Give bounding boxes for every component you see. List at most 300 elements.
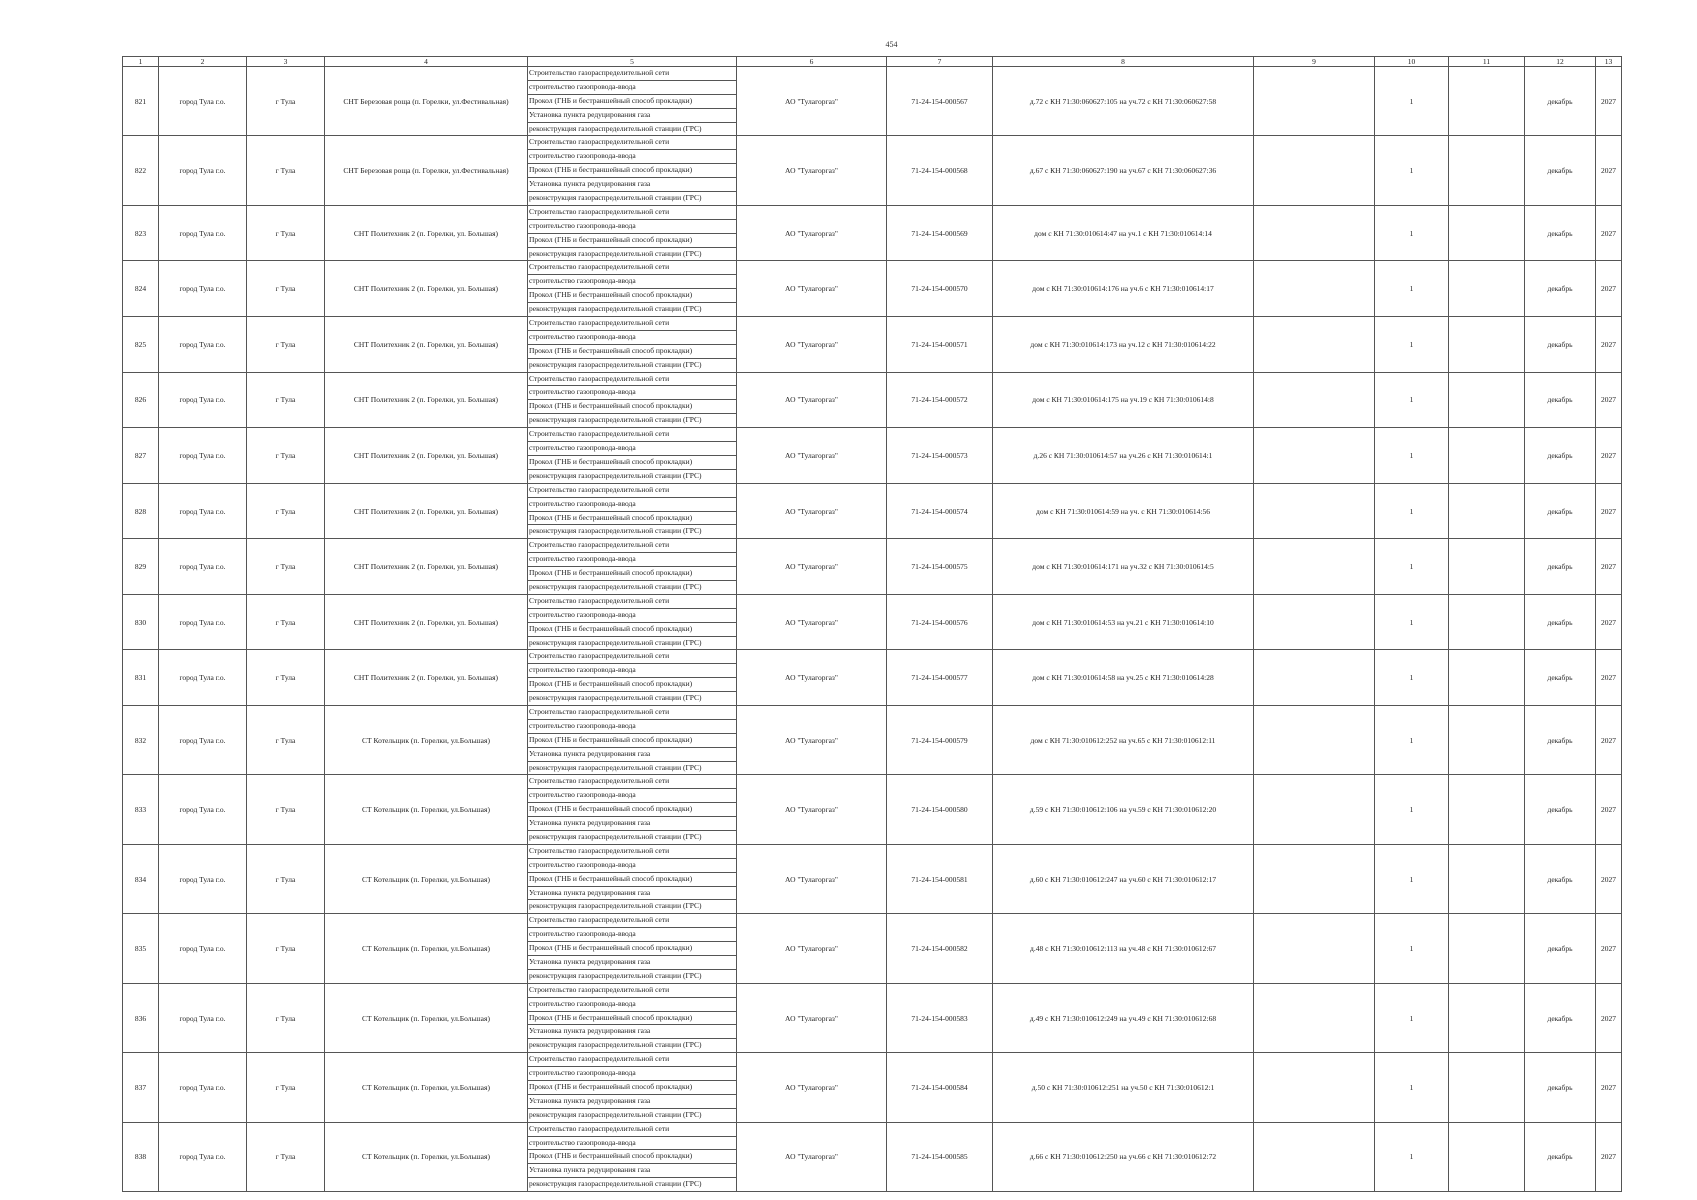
column-header: 5 [528,57,737,67]
table-header-row [123,57,1622,67]
organization-cell: АО "Тулагоргаз" [737,983,887,1052]
col9-cell [1254,136,1375,205]
works-cell [528,136,737,205]
col11-cell [1449,136,1525,205]
organization-cell: АО "Тулагоргаз" [737,372,887,428]
row-number: 836 [123,983,159,1052]
object-cell: СНТ Политехник 2 (п. Горелки, ул. Большая) [325,261,528,317]
address-cell: д.48 с КН 71:30:010612:113 на уч.48 с КН 71:30:010612:67 [993,914,1254,983]
year-cell: 2027 [1596,983,1622,1052]
table-row [123,650,1622,706]
quantity-cell: 1 [1375,483,1449,539]
col11-cell [1449,844,1525,913]
row-number: 833 [123,775,159,844]
district-cell: город Тула г.о. [159,136,247,205]
work-line: реконструкция газораспределительной станции (ГРС) [529,123,702,133]
address-cell: дом с КН 71:30:010614:171 на уч.32 с КН 71:30:010614:5 [993,539,1254,595]
column-header: 8 [993,57,1254,67]
col11-cell [1449,317,1525,373]
address-cell: дом с КН 71:30:010614:47 на уч.1 с КН 71:30:010614:14 [993,205,1254,261]
row-number: 825 [123,317,159,373]
table-row [123,594,1622,650]
quantity-cell: 1 [1375,775,1449,844]
district-cell: город Тула г.о. [159,983,247,1052]
application-code-cell: 71-24-154-000573 [887,428,993,484]
col11-cell [1449,1053,1525,1122]
works-cell [528,983,737,1052]
work-line: Прокол (ГНБ и бестраншейный способ прокладки) [528,567,736,581]
work-line: строительство газопровода-ввода [528,150,736,164]
year-cell: 2027 [1596,317,1622,373]
object-cell: СТ Котельщик (п. Горелки, ул.Большая) [325,1122,528,1191]
settlement-cell: г Тула [247,205,325,261]
work-line: Прокол (ГНБ и бестраншейный способ прокладки) [528,164,736,178]
col11-cell [1449,775,1525,844]
table-row [123,983,1622,1052]
object-cell: СНТ Политехник 2 (п. Горелки, ул. Большая) [325,205,528,261]
object-cell: СТ Котельщик (п. Горелки, ул.Большая) [325,983,528,1052]
quantity-cell: 1 [1375,205,1449,261]
col9-cell [1254,261,1375,317]
table-row [123,705,1622,774]
work-line: Строительство газораспределительной сети [528,914,736,928]
application-code-cell: 71-24-154-000585 [887,1122,993,1191]
object-cell: СНТ Политехник 2 (п. Горелки, ул. Большая) [325,428,528,484]
year-cell: 2027 [1596,372,1622,428]
month-cell: декабрь [1525,594,1596,650]
year-cell: 2027 [1596,483,1622,539]
organization-cell: АО "Тулагоргаз" [737,914,887,983]
row-number: 834 [123,844,159,913]
col11-cell [1449,594,1525,650]
work-line: Установка пункта редуцирования газа [528,1095,736,1109]
application-code-cell: 71-24-154-000574 [887,483,993,539]
application-code-cell: 71-24-154-000576 [887,594,993,650]
row-number: 823 [123,205,159,261]
works-cell [528,1122,737,1191]
col11-cell [1449,67,1525,136]
organization-cell: АО "Тулагоргаз" [737,317,887,373]
work-line: реконструкция газораспределительной станции (ГРС) [529,901,702,911]
address-cell: д.60 с КН 71:30:010612:247 на уч.60 с КН 71:30:010612:17 [993,844,1254,913]
work-line: Строительство газораспределительной сети [528,539,736,553]
district-cell: город Тула г.о. [159,1053,247,1122]
work-line: строительство газопровода-ввода [528,1067,736,1081]
work-line: Установка пункта редуцирования газа [528,748,736,762]
organization-cell: АО "Тулагоргаз" [737,136,887,205]
object-cell: СТ Котельщик (п. Горелки, ул.Большая) [325,775,528,844]
work-line: Прокол (ГНБ и бестраншейный способ прокладки) [528,400,736,414]
month-cell: декабрь [1525,775,1596,844]
year-cell: 2027 [1596,1053,1622,1122]
quantity-cell: 1 [1375,317,1449,373]
quantity-cell: 1 [1375,428,1449,484]
application-code-cell: 71-24-154-000572 [887,372,993,428]
object-cell: СНТ Политехник 2 (п. Горелки, ул. Большая) [325,483,528,539]
work-line: строительство газопровода-ввода [528,928,736,942]
row-number: 826 [123,372,159,428]
col11-cell [1449,261,1525,317]
work-line: Прокол (ГНБ и бестраншейный способ прокладки) [528,942,736,956]
table-row [123,1122,1622,1191]
works-cell [528,914,737,983]
row-number: 831 [123,650,159,706]
settlement-cell: г Тула [247,67,325,136]
application-code-cell: 71-24-154-000569 [887,205,993,261]
column-header: 2 [159,57,247,67]
works-cell [528,650,737,706]
work-line: Строительство газораспределительной сети [528,1053,736,1067]
col9-cell [1254,539,1375,595]
work-line: строительство газопровода-ввода [528,331,736,345]
work-line: реконструкция газораспределительной станции (ГРС) [529,193,702,203]
col9-cell [1254,372,1375,428]
work-line: Прокол (ГНБ и бестраншейный способ прокладки) [528,873,736,887]
works-cell [528,483,737,539]
work-line: Прокол (ГНБ и бестраншейный способ прокладки) [528,734,736,748]
table-row [123,1053,1622,1122]
work-line: Прокол (ГНБ и бестраншейный способ прокладки) [528,234,736,248]
col11-cell [1449,372,1525,428]
row-number: 827 [123,428,159,484]
district-cell: город Тула г.о. [159,205,247,261]
works-cell [528,205,737,261]
application-code-cell: 71-24-154-000580 [887,775,993,844]
address-cell: д.66 с КН 71:30:010612:250 на уч.66 с КН 71:30:010612:72 [993,1122,1254,1191]
organization-cell: АО "Тулагоргаз" [737,650,887,706]
year-cell: 2027 [1596,844,1622,913]
quantity-cell: 1 [1375,1053,1449,1122]
column-header: 12 [1525,57,1596,67]
object-cell: СТ Котельщик (п. Горелки, ул.Большая) [325,705,528,774]
col11-cell [1449,483,1525,539]
work-line: реконструкция газораспределительной станции (ГРС) [529,248,702,258]
work-line: строительство газопровода-ввода [528,220,736,234]
settlement-cell: г Тула [247,317,325,373]
application-code-cell: 71-24-154-000582 [887,914,993,983]
district-cell: город Тула г.о. [159,317,247,373]
object-cell: СНТ Березовая роща (п. Горелки, ул.Фестивальная) [325,136,528,205]
settlement-cell: г Тула [247,261,325,317]
table-row [123,483,1622,539]
work-line: строительство газопровода-ввода [528,859,736,873]
work-line: Прокол (ГНБ и бестраншейный способ прокладки) [528,1150,736,1164]
work-line: Установка пункта редуцирования газа [528,956,736,970]
work-line: строительство газопровода-ввода [528,789,736,803]
object-cell: СНТ Политехник 2 (п. Горелки, ул. Большая) [325,317,528,373]
col9-cell [1254,650,1375,706]
month-cell: декабрь [1525,483,1596,539]
application-code-cell: 71-24-154-000583 [887,983,993,1052]
works-cell [528,705,737,774]
organization-cell: АО "Тулагоргаз" [737,539,887,595]
year-cell: 2027 [1596,67,1622,136]
col9-cell [1254,483,1375,539]
organization-cell: АО "Тулагоргаз" [737,67,887,136]
address-cell: д.26 с КН 71:30:010614:57 на уч.26 с КН 71:30:010614:1 [993,428,1254,484]
works-cell [528,67,737,136]
organization-cell: АО "Тулагоргаз" [737,1053,887,1122]
work-line: Строительство газораспределительной сети [528,1123,736,1137]
column-header: 10 [1375,57,1449,67]
row-number: 835 [123,914,159,983]
row-number: 837 [123,1053,159,1122]
work-line: Прокол (ГНБ и бестраншейный способ прокладки) [528,1081,736,1095]
settlement-cell: г Тула [247,844,325,913]
district-cell: город Тула г.о. [159,372,247,428]
application-code-cell: 71-24-154-000567 [887,67,993,136]
organization-cell: АО "Тулагоргаз" [737,483,887,539]
work-line: Строительство газораспределительной сети [528,428,736,442]
organization-cell: АО "Тулагоргаз" [737,1122,887,1191]
district-cell: город Тула г.о. [159,914,247,983]
object-cell: СТ Котельщик (п. Горелки, ул.Большая) [325,914,528,983]
settlement-cell: г Тула [247,428,325,484]
col9-cell [1254,428,1375,484]
work-line: строительство газопровода-ввода [528,81,736,95]
address-cell: д.49 с КН 71:30:010612:249 на уч.49 с КН 71:30:010612:68 [993,983,1254,1052]
district-cell: город Тула г.о. [159,594,247,650]
settlement-cell: г Тула [247,1053,325,1122]
year-cell: 2027 [1596,594,1622,650]
settlement-cell: г Тула [247,1122,325,1191]
address-cell: д.67 с КН 71:30:060627:190 на уч.67 с КН 71:30:060627:36 [993,136,1254,205]
work-line: реконструкция газораспределительной станции (ГРС) [529,526,702,536]
col9-cell [1254,983,1375,1052]
organization-cell: АО "Тулагоргаз" [737,705,887,774]
column-header: 7 [887,57,993,67]
col11-cell [1449,1122,1525,1191]
month-cell: декабрь [1525,1122,1596,1191]
work-line: реконструкция газораспределительной станции (ГРС) [529,359,702,369]
row-number: 822 [123,136,159,205]
work-line: Строительство газораспределительной сети [528,373,736,387]
column-header: 11 [1449,57,1525,67]
quantity-cell: 1 [1375,650,1449,706]
quantity-cell: 1 [1375,705,1449,774]
row-number: 821 [123,67,159,136]
work-line: реконструкция газораспределительной станции (ГРС) [529,831,702,841]
object-cell: СНТ Политехник 2 (п. Горелки, ул. Большая) [325,650,528,706]
year-cell: 2027 [1596,1122,1622,1191]
work-line: Установка пункта редуцирования газа [528,1164,736,1178]
works-cell [528,775,737,844]
work-line: строительство газопровода-ввода [528,553,736,567]
quantity-cell: 1 [1375,594,1449,650]
settlement-cell: г Тула [247,983,325,1052]
year-cell: 2027 [1596,775,1622,844]
district-cell: город Тула г.о. [159,775,247,844]
table-row [123,205,1622,261]
work-line: Прокол (ГНБ и бестраншейный способ прокладки) [528,289,736,303]
column-header: 6 [737,57,887,67]
table-row [123,428,1622,484]
district-cell: город Тула г.о. [159,1122,247,1191]
works-cell [528,594,737,650]
district-cell: город Тула г.о. [159,428,247,484]
district-cell: город Тула г.о. [159,483,247,539]
work-line: Строительство газораспределительной сети [528,484,736,498]
work-line: Прокол (ГНБ и бестраншейный способ прокладки) [528,1012,736,1026]
works-cell [528,539,737,595]
work-line: реконструкция газораспределительной станции (ГРС) [529,581,702,591]
month-cell: декабрь [1525,372,1596,428]
col9-cell [1254,1053,1375,1122]
works-cell [528,1053,737,1122]
year-cell: 2027 [1596,205,1622,261]
table-row [123,372,1622,428]
application-code-cell: 71-24-154-000577 [887,650,993,706]
work-line: Прокол (ГНБ и бестраншейный способ прокладки) [528,678,736,692]
district-cell: город Тула г.о. [159,67,247,136]
object-cell: СНТ Политехник 2 (п. Горелки, ул. Большая) [325,372,528,428]
year-cell: 2027 [1596,539,1622,595]
address-cell: д.50 с КН 71:30:010612:251 на уч.50 с КН 71:30:010612:1 [993,1053,1254,1122]
row-number: 828 [123,483,159,539]
work-line: реконструкция газораспределительной станции (ГРС) [529,762,702,772]
work-line: реконструкция газораспределительной станции (ГРС) [529,637,702,647]
application-code-cell: 71-24-154-000575 [887,539,993,595]
row-number: 830 [123,594,159,650]
col11-cell [1449,914,1525,983]
work-line: строительство газопровода-ввода [528,664,736,678]
address-cell: дом с КН 71:30:010614:173 на уч.12 с КН 71:30:010614:22 [993,317,1254,373]
quantity-cell: 1 [1375,539,1449,595]
table-row [123,261,1622,317]
col9-cell [1254,914,1375,983]
address-cell: дом с КН 71:30:010614:58 на уч.25 с КН 71:30:010614:28 [993,650,1254,706]
month-cell: декабрь [1525,317,1596,373]
year-cell: 2027 [1596,914,1622,983]
col9-cell [1254,705,1375,774]
work-line: строительство газопровода-ввода [528,386,736,400]
col9-cell [1254,317,1375,373]
application-code-cell: 71-24-154-000568 [887,136,993,205]
col11-cell [1449,539,1525,595]
work-line: реконструкция газораспределительной станции (ГРС) [529,693,702,703]
settlement-cell: г Тула [247,594,325,650]
col11-cell [1449,205,1525,261]
work-line: Строительство газораспределительной сети [528,650,736,664]
work-line: строительство газопровода-ввода [528,498,736,512]
district-cell: город Тула г.о. [159,650,247,706]
work-line: Установка пункта редуцирования газа [528,178,736,192]
col9-cell [1254,844,1375,913]
settlement-cell: г Тула [247,483,325,539]
table-row [123,136,1622,205]
work-line: Прокол (ГНБ и бестраншейный способ прокладки) [528,345,736,359]
district-cell: город Тула г.о. [159,705,247,774]
table-row [123,914,1622,983]
work-line: Прокол (ГНБ и бестраншейный способ прокладки) [528,95,736,109]
work-line: реконструкция газораспределительной станции (ГРС) [529,304,702,314]
quantity-cell: 1 [1375,844,1449,913]
address-cell: д.72 с КН 71:30:060627:105 на уч.72 с КН 71:30:060627:58 [993,67,1254,136]
quantity-cell: 1 [1375,67,1449,136]
month-cell: декабрь [1525,67,1596,136]
column-header: 4 [325,57,528,67]
object-cell: СНТ Березовая роща (п. Горелки, ул.Фестивальная) [325,67,528,136]
settlement-cell: г Тула [247,705,325,774]
work-line: Установка пункта редуцирования газа [528,1025,736,1039]
col9-cell [1254,1122,1375,1191]
table-row [123,317,1622,373]
work-line: Прокол (ГНБ и бестраншейный способ прокладки) [528,803,736,817]
work-line: Прокол (ГНБ и бестраншейный способ прокладки) [528,456,736,470]
quantity-cell: 1 [1375,261,1449,317]
application-code-cell: 71-24-154-000579 [887,705,993,774]
col9-cell [1254,775,1375,844]
district-cell: город Тула г.о. [159,261,247,317]
month-cell: декабрь [1525,261,1596,317]
settlement-cell: г Тула [247,914,325,983]
works-cell [528,261,737,317]
col11-cell [1449,428,1525,484]
application-code-cell: 71-24-154-000571 [887,317,993,373]
work-line: строительство газопровода-ввода [528,275,736,289]
work-line: Установка пункта редуцирования газа [528,887,736,901]
work-line: Установка пункта редуцирования газа [528,109,736,123]
work-line: реконструкция газораспределительной станции (ГРС) [529,470,702,480]
column-header: 13 [1596,57,1622,67]
work-line: Строительство газораспределительной сети [528,595,736,609]
month-cell: декабрь [1525,705,1596,774]
month-cell: декабрь [1525,650,1596,706]
work-line: Строительство газораспределительной сети [528,206,736,220]
district-cell: город Тула г.о. [159,539,247,595]
year-cell: 2027 [1596,428,1622,484]
work-line: реконструкция газораспределительной станции (ГРС) [529,415,702,425]
table-row [123,539,1622,595]
works-cell [528,317,737,373]
col11-cell [1449,705,1525,774]
quantity-cell: 1 [1375,983,1449,1052]
work-line: Строительство газораспределительной сети [528,261,736,275]
address-cell: дом с КН 71:30:010614:53 на уч.21 с КН 71:30:010614:10 [993,594,1254,650]
object-cell: СТ Котельщик (п. Горелки, ул.Большая) [325,844,528,913]
col9-cell [1254,67,1375,136]
month-cell: декабрь [1525,914,1596,983]
work-line: строительство газопровода-ввода [528,1137,736,1151]
object-cell: СТ Котельщик (п. Горелки, ул.Большая) [325,1053,528,1122]
year-cell: 2027 [1596,136,1622,205]
month-cell: декабрь [1525,1053,1596,1122]
work-line: строительство газопровода-ввода [528,609,736,623]
work-line: Прокол (ГНБ и бестраншейный способ прокладки) [528,623,736,637]
table-row [123,67,1622,136]
organization-cell: АО "Тулагоргаз" [737,775,887,844]
work-line: реконструкция газораспределительной станции (ГРС) [529,1109,702,1119]
address-cell: дом с КН 71:30:010614:59 на уч. с КН 71:30:010614:56 [993,483,1254,539]
work-line: Строительство газораспределительной сети [528,706,736,720]
col9-cell [1254,594,1375,650]
month-cell: декабрь [1525,428,1596,484]
works-cell [528,844,737,913]
month-cell: декабрь [1525,844,1596,913]
application-code-cell: 71-24-154-000570 [887,261,993,317]
work-line: строительство газопровода-ввода [528,998,736,1012]
month-cell: декабрь [1525,983,1596,1052]
address-cell: дом с КН 71:30:010612:252 на уч.65 с КН 71:30:010612:11 [993,705,1254,774]
quantity-cell: 1 [1375,372,1449,428]
row-number: 832 [123,705,159,774]
quantity-cell: 1 [1375,914,1449,983]
work-line: Установка пункта редуцирования газа [528,817,736,831]
work-line: Строительство газораспределительной сети [528,317,736,331]
quantity-cell: 1 [1375,1122,1449,1191]
column-header: 9 [1254,57,1375,67]
settlement-cell: г Тула [247,372,325,428]
